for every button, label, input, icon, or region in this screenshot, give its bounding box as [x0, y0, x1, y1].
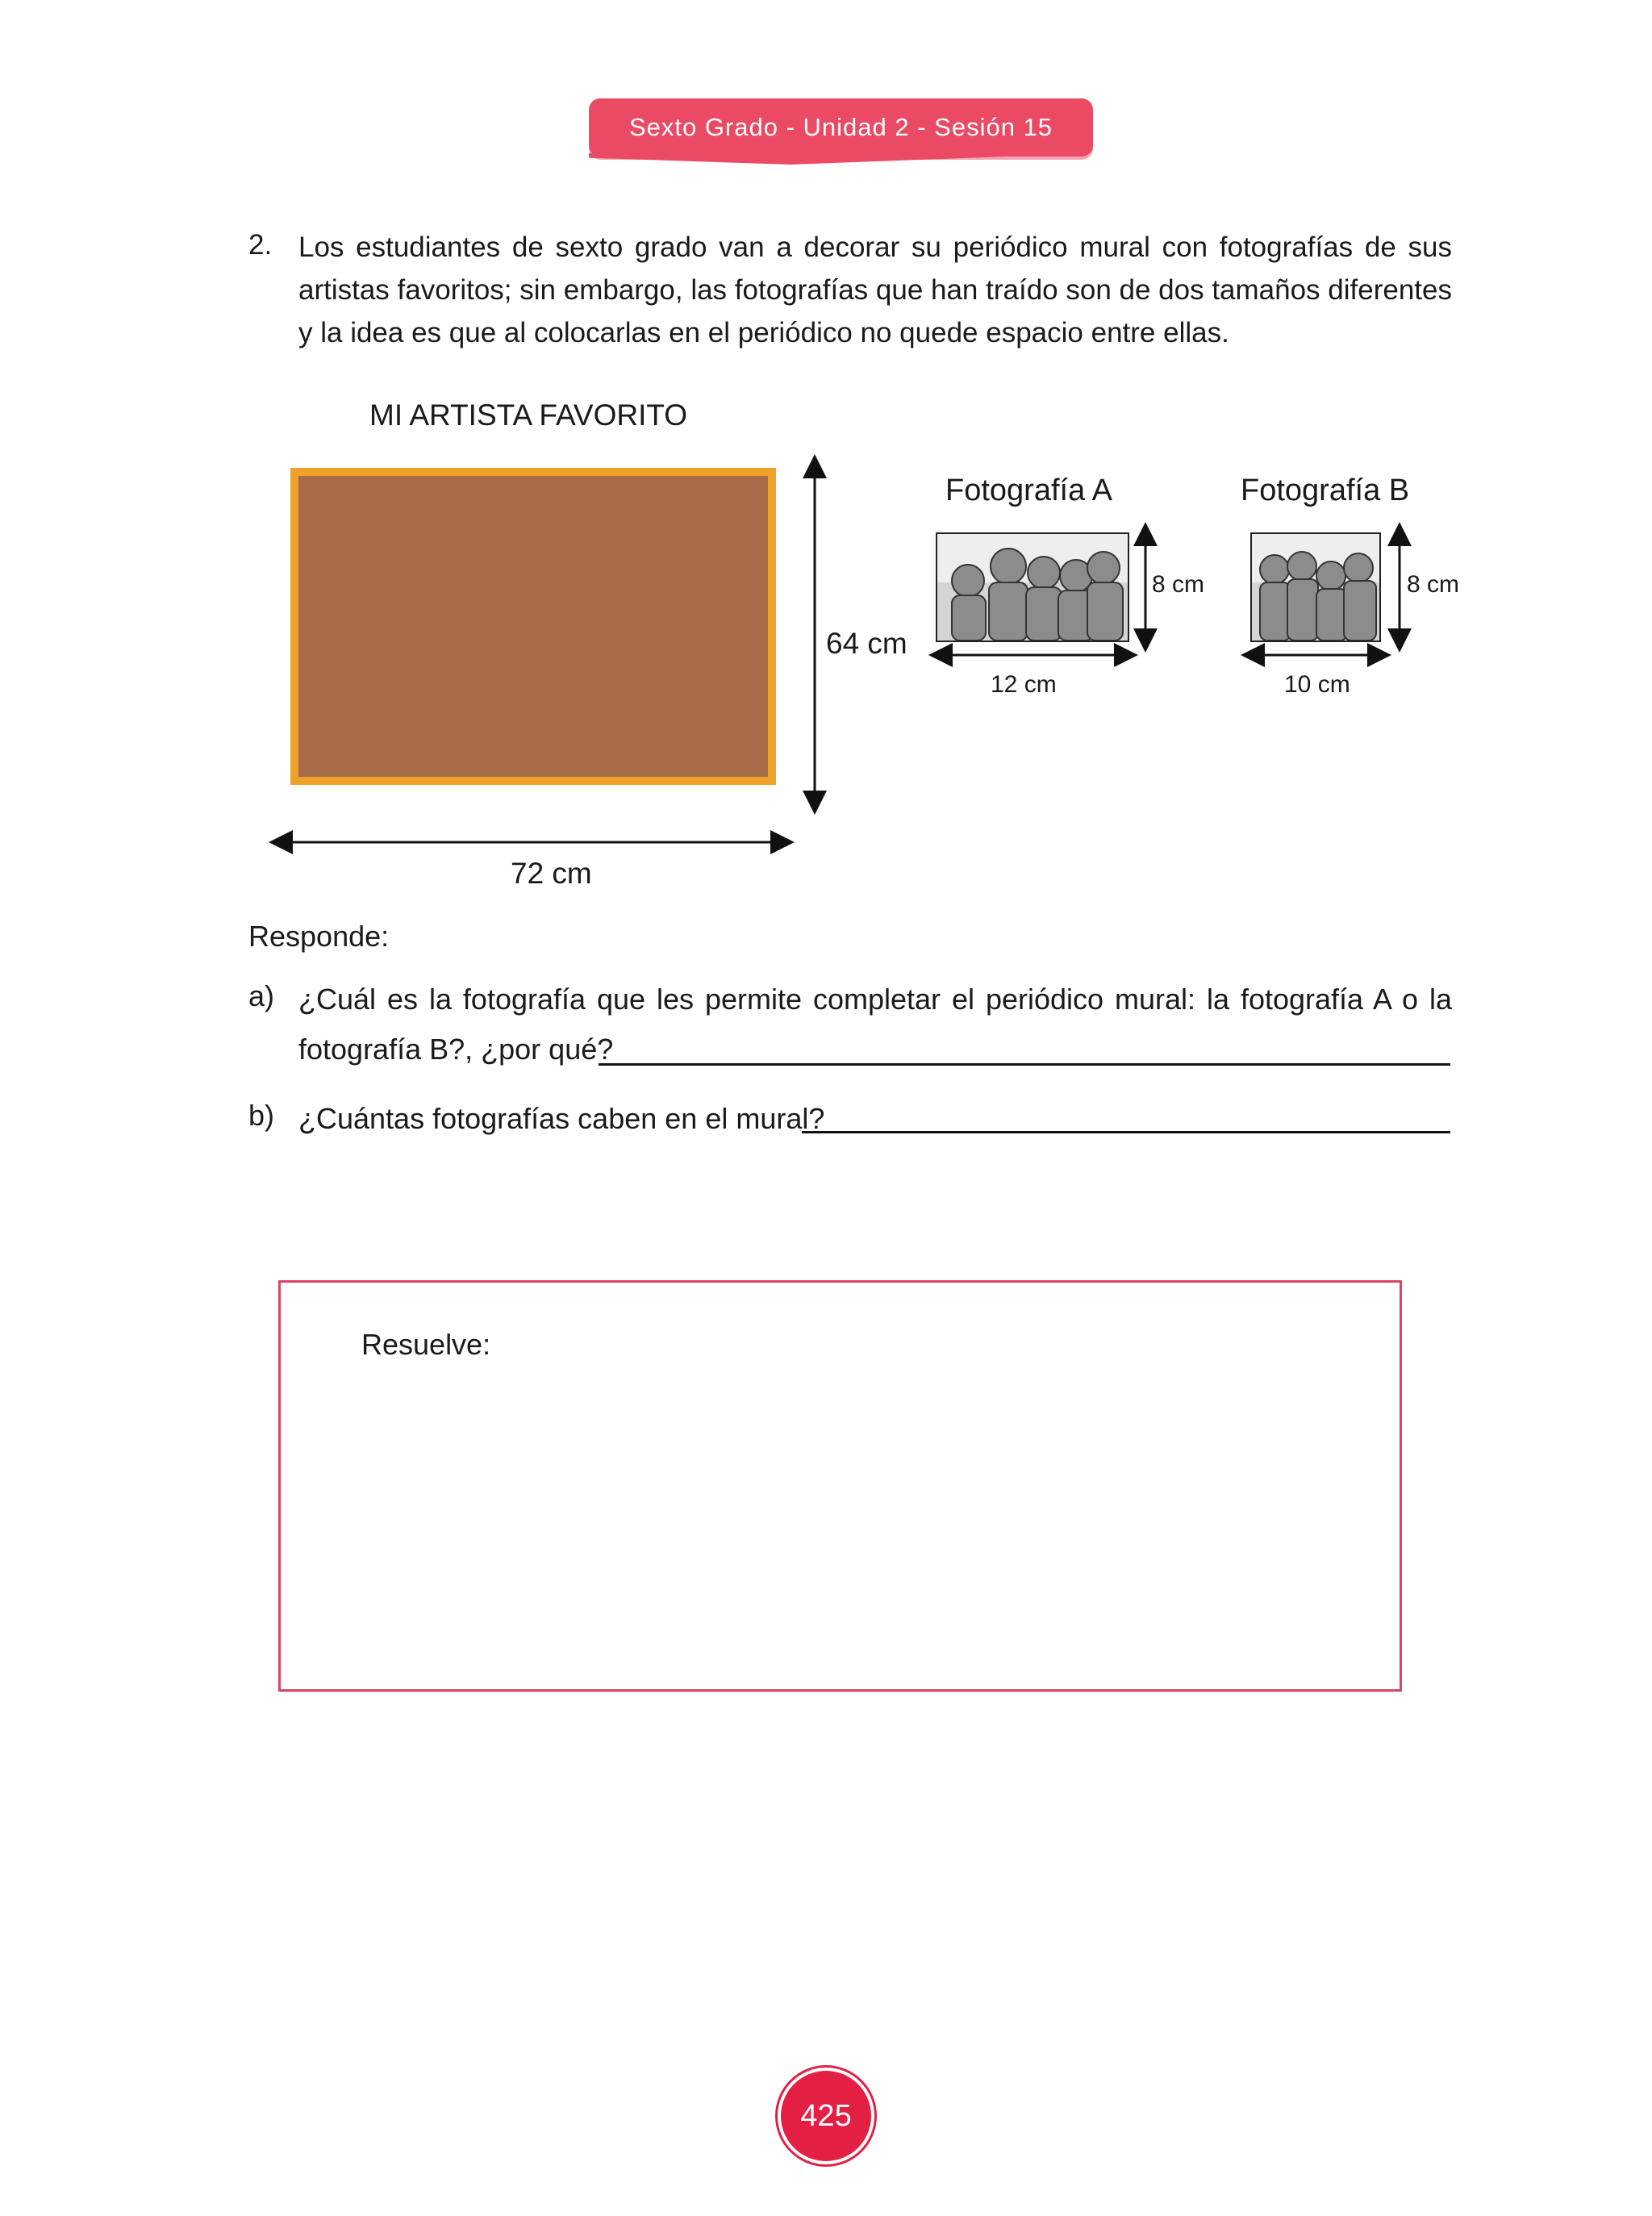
photo-b-title: Fotografía B [1241, 474, 1410, 507]
mural-width-label: 72 cm [511, 857, 592, 890]
photo-a-people-illustration [937, 534, 1128, 641]
solve-label: Resuelve: [361, 1328, 491, 1361]
photo-a-title: Fotografía A [945, 474, 1113, 507]
answer-b-line[interactable] [802, 1131, 1450, 1133]
question-b-text: ¿Cuántas fotografías caben en el mural? [298, 1102, 825, 1135]
page-number-badge [781, 2071, 871, 2161]
photo-b-width-label: 10 cm [1284, 671, 1350, 698]
photo-b-image [1250, 532, 1381, 642]
question-a-letter: a) [248, 979, 275, 1012]
photo-a-image [936, 532, 1129, 642]
question-number: 2. [248, 229, 273, 261]
mural-height-label: 64 cm [826, 627, 907, 660]
question-b-letter: b) [248, 1099, 275, 1132]
photo-b-people-illustration [1252, 534, 1379, 641]
photo-a-height-label: 8 cm [1152, 571, 1205, 598]
mural-title: MI ARTISTA FAVORITO [369, 399, 688, 432]
question-text: Los estudiantes de sexto grado van a decorar su periódico mural con fotografías de sus artistas favoritos; sin embargo, las fotografías que han traído son de dos tamaños diferentes y la idea es que al colocarlas en el periódico no quede espacio entre ellas. [298, 232, 1452, 348]
page-number: 425 [800, 2098, 852, 2133]
answers-intro: Responde: [248, 920, 390, 953]
photo-a-width-label: 12 cm [991, 671, 1057, 698]
photo-b-height-label: 8 cm [1407, 571, 1460, 598]
header-tab-label: Sexto Grado - Unidad 2 - Sesión 15 [628, 113, 1053, 141]
question-a-text: ¿Cuál es la fotografía que les permite completar el periódico mural: la fotografía A o la fotografía B?, ¿por qué? [298, 983, 1452, 1066]
answer-a-line[interactable] [599, 1063, 1450, 1066]
